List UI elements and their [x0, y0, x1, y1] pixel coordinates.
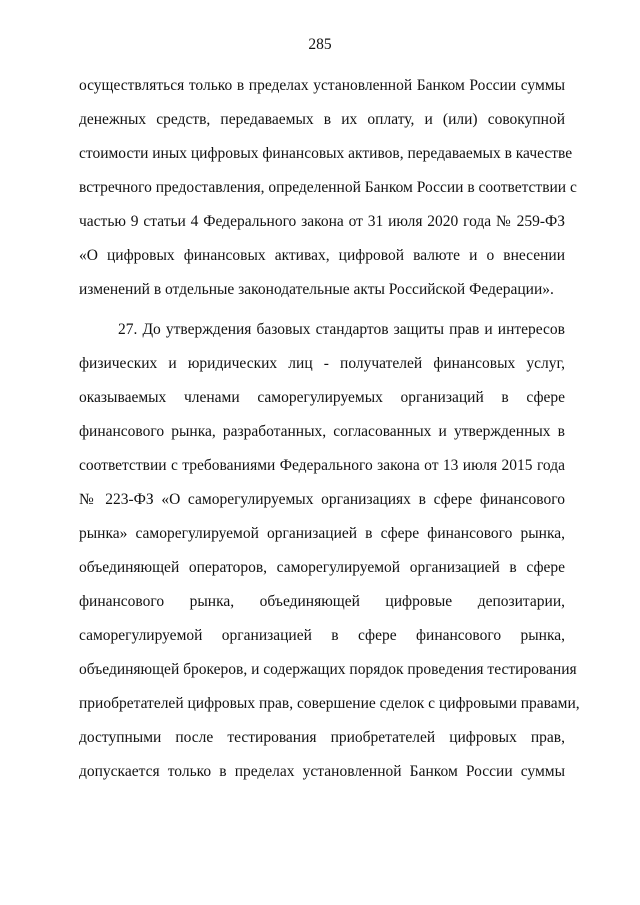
text-line: изменений в отдельные законодательные акты Российской Федерации».: [79, 281, 554, 298]
text-line: физических и юридических лиц - получателей финансовых услуг,: [79, 355, 565, 372]
text-line: финансового рынка, разработанных, согласованных и утвержденных в: [79, 423, 565, 440]
text-line: допускается только в пределах установленной Банком России суммы: [79, 763, 565, 780]
text-line: финансового рынка, объединяющей цифровые депозитарии,: [79, 593, 565, 610]
text-line: № 223-ФЗ «О саморегулируемых организациях в сфере финансового: [79, 491, 565, 508]
text-line: оказываемых членами саморегулируемых организаций в сфере: [79, 389, 565, 406]
paragraph-start-line: 27. До утверждения базовых стандартов защиты прав и интересов: [118, 321, 565, 338]
page-number: 285: [308, 36, 332, 53]
text-line: рынка» саморегулируемой организацией в сфере финансового рынка,: [79, 525, 565, 542]
text-line: частью 9 статьи 4 Федерального закона от 31 июля 2020 года № 259-ФЗ: [79, 213, 565, 230]
text-line: соответствии с требованиями Федерального закона от 13 июля 2015 года: [79, 457, 565, 474]
text-line: приобретателей цифровых прав, совершение сделок с цифровыми правами,: [79, 695, 580, 712]
text-line: объединяющей операторов, саморегулируемой организацией в сфере: [79, 559, 565, 576]
text-line: доступными после тестирования приобретателей цифровых прав,: [79, 729, 565, 746]
text-line: объединяющей брокеров, и содержащих порядок проведения тестирования: [79, 661, 577, 678]
text-line: стоимости иных цифровых финансовых активов, передаваемых в качестве: [79, 145, 573, 162]
text-line: осуществляться только в пределах установленной Банком России суммы: [79, 77, 565, 94]
text-line: встречного предоставления, определенной Банком России в соответствии с: [79, 179, 577, 196]
text-line: саморегулируемой организацией в сфере финансового рынка,: [79, 627, 565, 644]
text-line: денежных средств, передаваемых в их оплату, и (или) совокупной: [79, 111, 565, 128]
text-line: «О цифровых финансовых активах, цифровой валюте и о внесении: [79, 247, 565, 264]
